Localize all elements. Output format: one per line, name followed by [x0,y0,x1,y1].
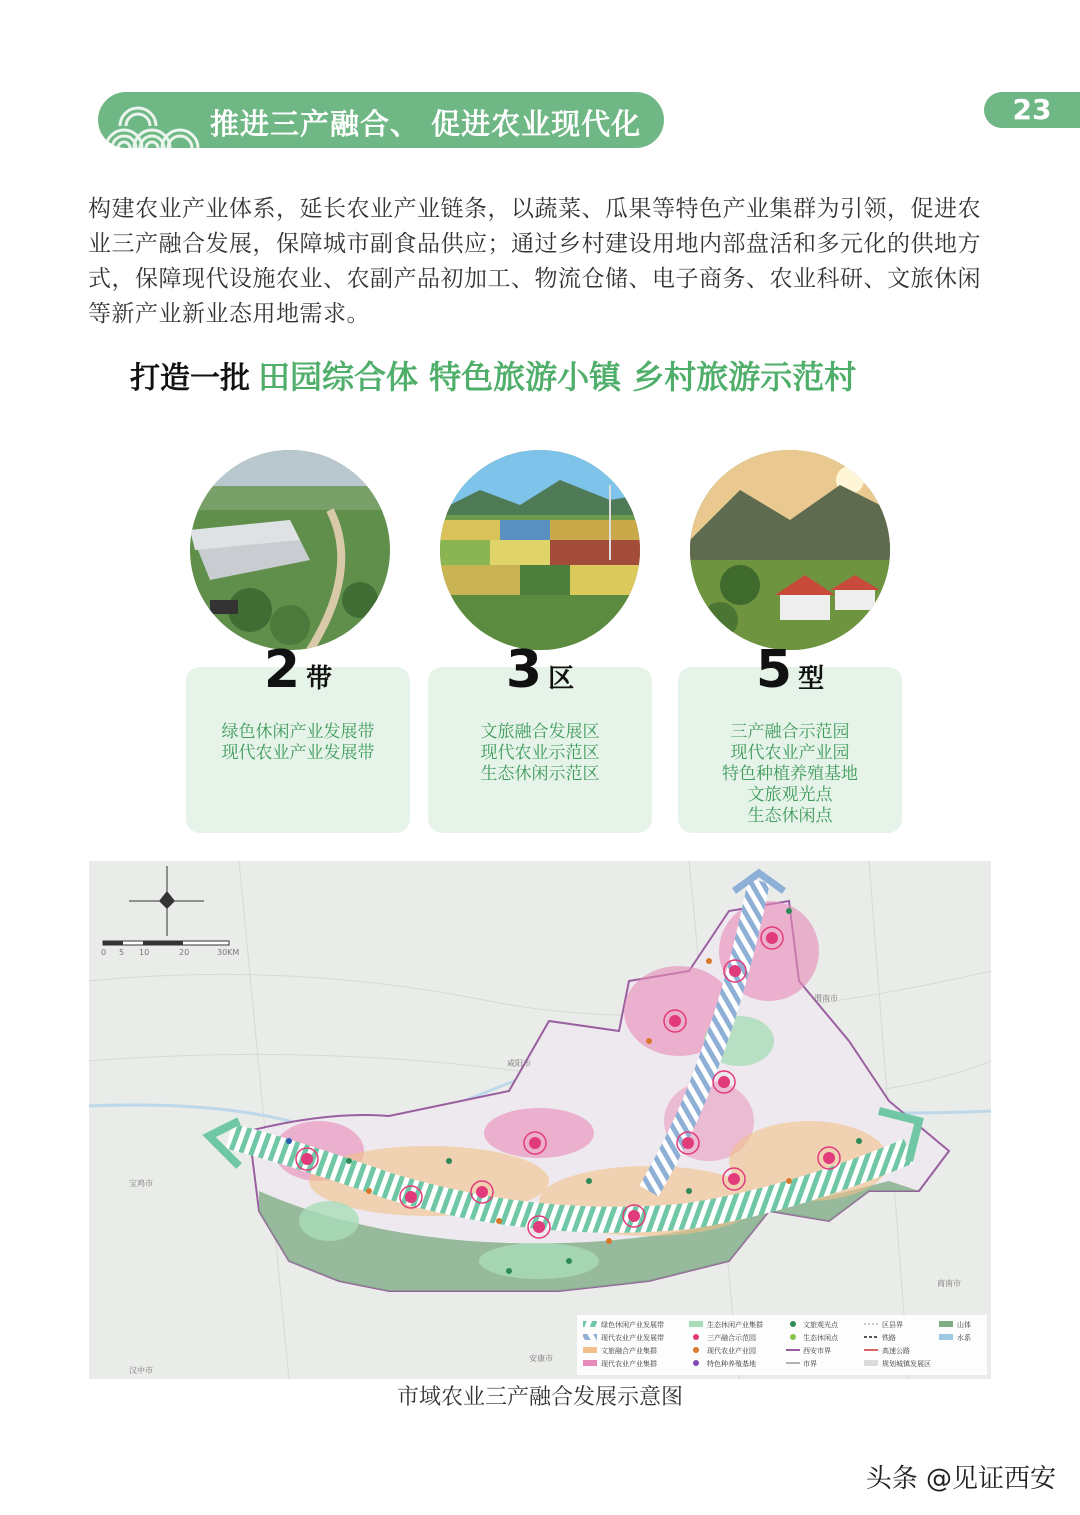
svg-text:宝鸡市: 宝鸡市 [129,1179,153,1188]
village-sunset-photo [690,450,890,650]
svg-text:30KM: 30KM [217,948,240,957]
svg-text:渭南市: 渭南市 [814,994,838,1003]
svg-text:现代农业产业园: 现代农业产业园 [707,1347,756,1355]
page-number: 23 [984,92,1080,128]
svg-text:西安市界: 西安市界 [803,1347,831,1355]
list-item: 现代农业产业园 [730,743,850,763]
intro-paragraph: 构建农业产业体系，延长农业产业链条，以蔬菜、瓜果等特色产业集群为引领，促进农业三产融合发展，保障城市副食品供应；通过乡村建设用地内部盘活和多元化的供地方式，保障现代设施农业、农副产品初加工、物流仓储、电子商务、农业科研、文旅休闲等新产业新业态用地需求。 [88,196,981,327]
svg-text:20: 20 [179,948,190,957]
svg-text:生态休闲点: 生态休闲点 [803,1334,838,1342]
svg-text:市界: 市界 [803,1360,817,1368]
slogan-highlight: 田园综合体 特色旅游小镇 乡村旅游示范村 [258,358,857,396]
svg-text:绿色休闲产业发展带: 绿色休闲产业发展带 [601,1321,664,1329]
svg-text:安康市: 安康市 [529,1354,553,1363]
section-title: 推进三产融合、 促进农业现代化 [210,107,642,141]
wave-pattern-icon [98,92,208,148]
list-item: 文旅融合发展区 [480,722,600,742]
svg-text:文旅观光点: 文旅观光点 [803,1321,838,1329]
svg-text:现代农业产业集群: 现代农业产业集群 [601,1360,657,1368]
greenhouse-photo [190,450,390,650]
svg-text:0: 0 [101,948,107,957]
svg-text:规划城镇发展区: 规划城镇发展区 [882,1360,931,1368]
svg-text:区县界: 区县界 [882,1321,903,1329]
map-graphic [89,861,991,1379]
card-zones-heading: 3 区 [505,640,575,700]
list-item: 文旅观光点 [747,785,833,805]
farmland-photo [440,450,640,650]
card-zones-items [427,722,653,785]
card-types-items [677,722,903,827]
svg-text:文旅融合产业集群: 文旅融合产业集群 [601,1347,657,1355]
list-item: 三产融合示范园 [730,722,850,742]
card-belts-heading: 2 带 [263,640,333,700]
svg-text:现代农业产业发展带: 现代农业产业发展带 [601,1334,664,1342]
svg-text:铁路: 铁路 [882,1334,896,1342]
svg-text:山体: 山体 [957,1321,971,1329]
list-item: 现代农业示范区 [480,743,600,763]
slogan [130,352,990,398]
slogan-prefix: 打造一批 [130,361,250,396]
development-map [89,861,991,1379]
compass-icon [129,866,204,936]
svg-text:10: 10 [139,948,150,957]
svg-text:商南市: 商南市 [937,1279,961,1288]
svg-text:三产融合示范园: 三产融合示范园 [707,1334,756,1342]
svg-text:咸阳市: 咸阳市 [507,1059,531,1068]
map-caption: 市域农业三产融合发展示意图 [396,1385,683,1410]
svg-text:生态休闲产业集群: 生态休闲产业集群 [707,1321,763,1329]
svg-text:5: 5 [119,948,125,957]
list-item: 绿色休闲产业发展带 [221,722,375,742]
svg-text:高速公路: 高速公路 [882,1347,910,1355]
list-item: 特色种植养殖基地 [722,764,858,784]
card-belts-items [185,722,411,764]
svg-text:汉中市: 汉中市 [129,1366,153,1375]
list-item: 生态休闲点 [747,806,833,826]
list-item: 生态休闲示范区 [480,764,600,784]
list-item: 现代农业产业发展带 [221,743,375,763]
card-types-heading: 5 型 [755,640,825,700]
source-watermark: 头条 @见证西安 [865,1464,1056,1494]
svg-text:水系: 水系 [957,1334,971,1342]
svg-text:特色种养殖基地: 特色种养殖基地 [707,1360,756,1368]
section-header [98,92,664,148]
